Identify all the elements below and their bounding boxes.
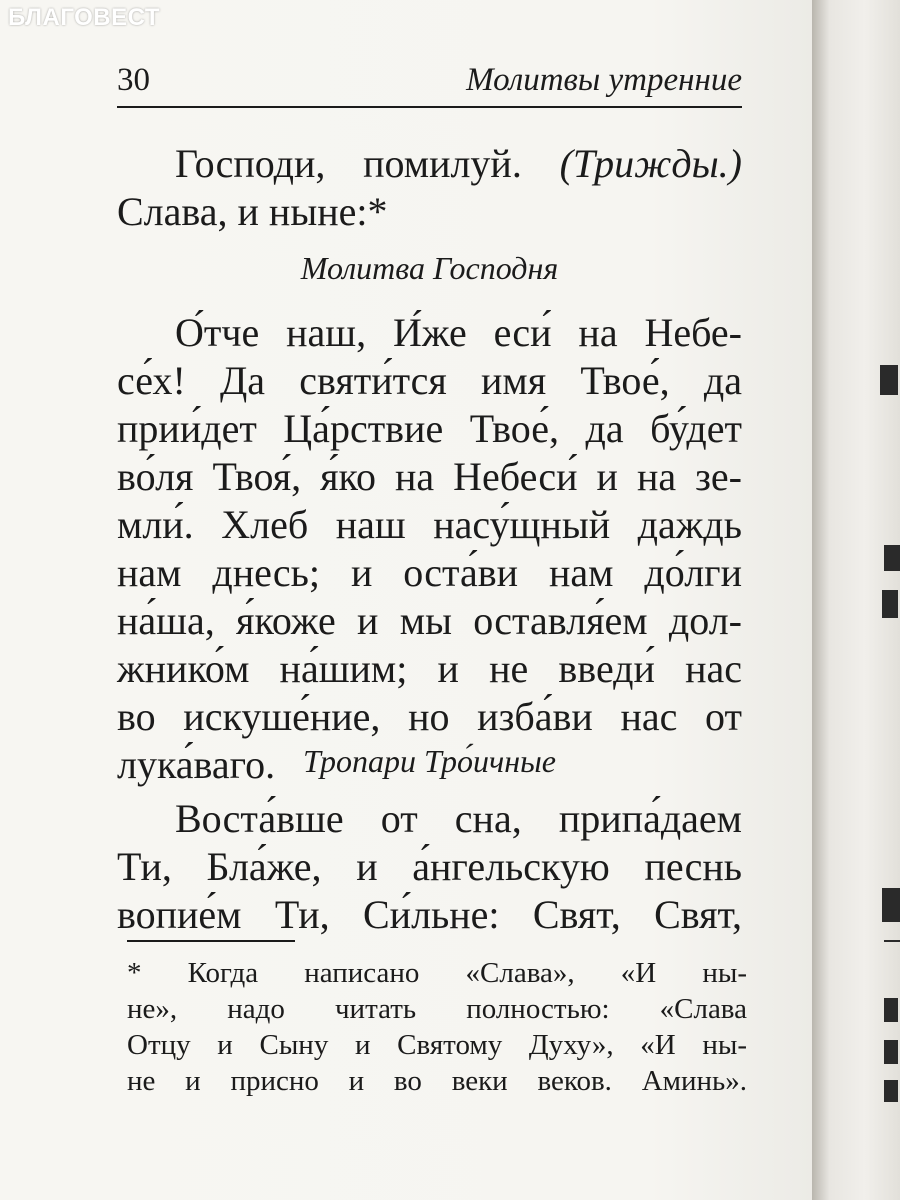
next-page-edge xyxy=(812,0,900,1200)
footnote xyxy=(127,955,747,1099)
next-page-glyph xyxy=(884,1080,898,1102)
troparion-line: вопие́м Ти, Си́льне: Свят, Свят, xyxy=(117,892,742,937)
lords-prayer-text xyxy=(117,309,742,789)
prayer-line: прии́дет Ца́рствие Твое́, да бу́дет xyxy=(117,406,742,451)
lords-prayer-heading: Молитва Господня xyxy=(300,250,559,286)
opening-text xyxy=(117,140,742,236)
opening-line-1 xyxy=(117,140,742,188)
next-page-glyph xyxy=(884,940,900,942)
troparia-heading: Тропари Тро́ичные xyxy=(302,743,556,779)
footnote-line: не», надо читать полностью: «Слава xyxy=(127,993,747,1025)
prayer-line: жнико́м на́шим; и не введи́ нас xyxy=(117,646,742,691)
footnote-divider xyxy=(127,940,295,942)
footnote-line: не и присно и во веки веков. Аминь». xyxy=(127,1065,747,1097)
opening-main: Господи, помилуй. xyxy=(175,141,522,186)
running-title: Молитвы утренние xyxy=(466,62,742,98)
prayer-line: во́ля Твоя́, я́ко на Небеси́ и на зе- xyxy=(117,454,742,499)
watermark-logo: БЛАГОВЕСТ xyxy=(8,4,161,31)
troparion-line: Воста́вше от сна, припа́даем xyxy=(175,796,742,841)
next-page-glyph xyxy=(884,1040,898,1064)
troparion-line: Ти, Бла́же, и а́нгельскую песнь xyxy=(117,844,742,889)
prayer-line: нам днесь; и оста́ви нам до́лги xyxy=(117,550,742,595)
troparia-text xyxy=(117,795,742,939)
footnote-line: * Когда написано «Слава», «И ны- xyxy=(127,957,747,989)
next-page-glyph xyxy=(882,590,898,618)
footnote-line: Отцу и Сыну и Святому Духу», «И ны- xyxy=(127,1029,747,1061)
prayer-line: лука́ваго. xyxy=(117,742,276,787)
page-number: 30 xyxy=(117,62,150,98)
page-header xyxy=(117,62,742,108)
next-page-glyph xyxy=(882,888,900,922)
prayer-line: мли́. Хлеб наш насу́щный даждь xyxy=(117,502,742,547)
opening-rubric: (Трижды.) xyxy=(559,141,742,186)
next-page-glyph xyxy=(884,545,900,571)
prayer-line: се́х! Да святи́тся имя Твое́, да xyxy=(117,358,742,403)
opening-line-2: Слава, и ныне:* xyxy=(117,189,388,234)
prayer-line: О́тче наш, И́же еси́ на Небе- xyxy=(175,310,742,355)
prayer-line: во искуше́ние, но изба́ви нас от xyxy=(117,694,742,739)
next-page-glyph xyxy=(880,365,898,395)
prayer-line: на́ша, я́коже и мы оставля́ем дол- xyxy=(117,598,742,643)
next-page-glyph xyxy=(884,998,898,1022)
